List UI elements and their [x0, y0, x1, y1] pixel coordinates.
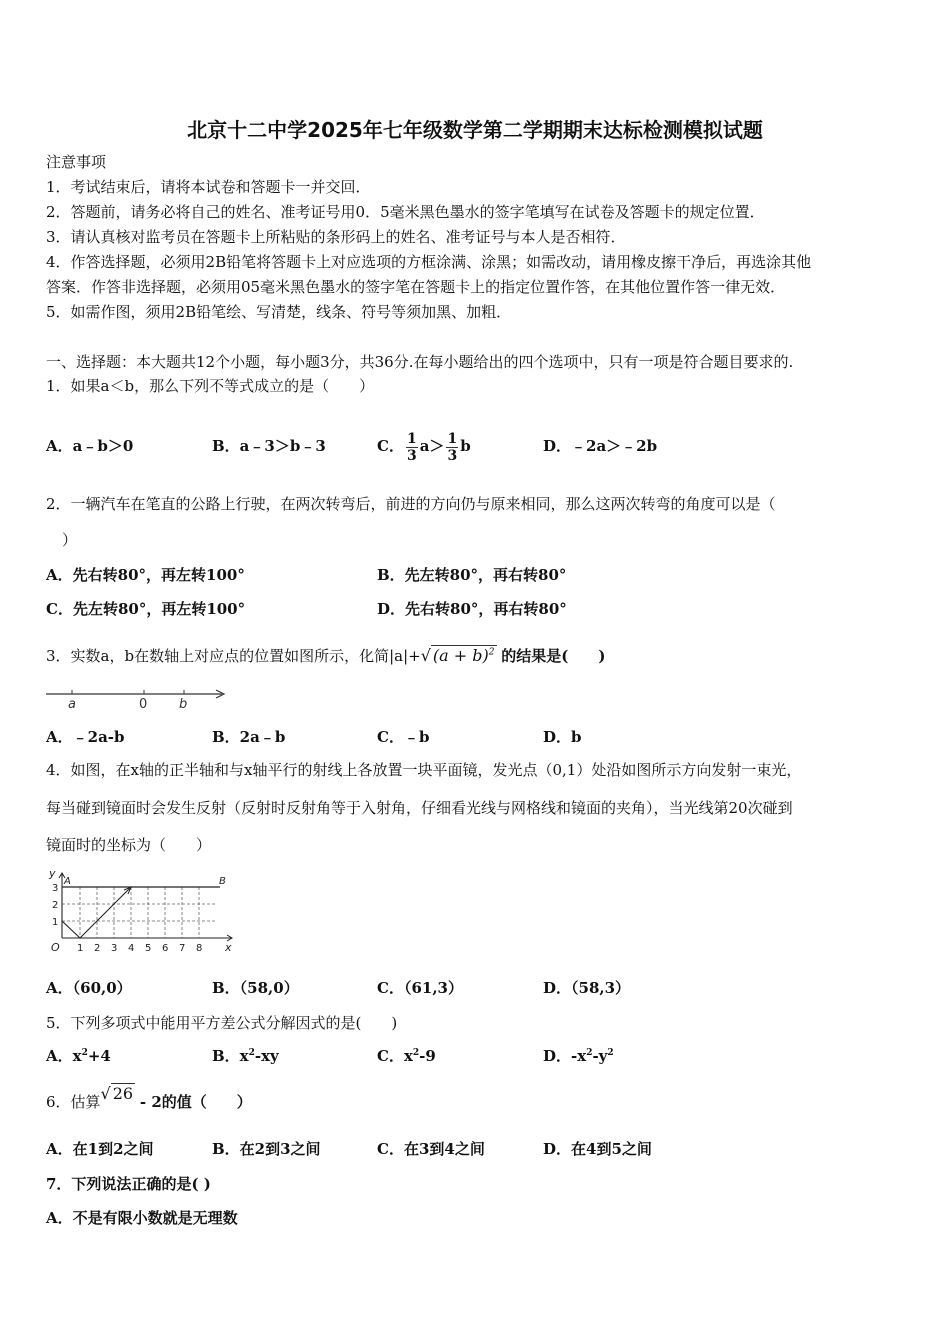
q6-stem-a: 6．估算 [46, 1093, 101, 1111]
q4-option-a: A．（60,0） [46, 979, 132, 997]
q5-a-text: A．x [46, 1047, 82, 1065]
q5-c-text: C．x [377, 1047, 413, 1065]
q5-c-text: -9 [419, 1047, 436, 1065]
fraction-numerator: 1 [447, 430, 458, 447]
radicand [431, 645, 497, 665]
q6-option-d: D．在4到5之间 [543, 1140, 652, 1158]
fig-xtick: 6 [162, 943, 169, 954]
q3-option-b: B．2a﹣b [212, 728, 286, 746]
light-path [62, 887, 131, 938]
radicand-text: (a + b) [432, 646, 489, 665]
notice-item: 5．如需作图，须用2B铅笔绘、写清楚，线条、符号等须加黑、加粗． [46, 303, 512, 321]
q4-option-b: B．（58,0） [212, 979, 299, 997]
q6-option-a: A．在1到2之间 [46, 1140, 154, 1158]
q3-option-c: C．﹣b [377, 728, 430, 746]
q3-stem-a: 3．实数a，b在数轴上对应点的位置如图所示，化简|a|+ [46, 647, 421, 665]
axis-label-a: a [68, 697, 76, 712]
fig-xtick: 2 [94, 943, 101, 954]
q1-c-a: a＞ [419, 437, 445, 455]
q4-option-c: C．（61,3） [377, 979, 463, 997]
number-line-figure [44, 683, 234, 713]
fig-xtick: 8 [196, 943, 203, 954]
fig-label-o: O [51, 941, 60, 954]
q5-option-b [212, 1046, 279, 1066]
fraction-one-third [406, 431, 418, 464]
q1-c-label: C． [377, 437, 404, 455]
q6-option-c: C．在3到4之间 [377, 1140, 485, 1158]
q5-option-d [543, 1046, 614, 1066]
exponent: 2 [607, 1048, 614, 1058]
q6-stem-b: - 2的值（ ） [139, 1093, 252, 1111]
fig-ytick: 3 [52, 883, 59, 894]
question-6-stem [46, 1084, 252, 1114]
question-5-stem: 5．下列多项式中能用平方差公式分解因式的是( ) [46, 1014, 398, 1032]
fig-ytick: 1 [52, 917, 59, 928]
question-7-stem: 7．下列说法正确的是( ) [46, 1175, 211, 1193]
q5-b-text: B．x [212, 1047, 249, 1065]
q4-option-d: D．（58,3） [543, 979, 631, 997]
question-4-line3: 镜面时的坐标为（ ） [46, 836, 212, 854]
fig-label-y: y [49, 867, 56, 880]
q3-stem-b: 的结果是( ) [501, 647, 606, 665]
exponent: 2 [81, 1048, 88, 1058]
grid-lines [62, 887, 216, 938]
q3-option-d: D．b [543, 728, 582, 746]
q1-c-b: b [460, 437, 471, 455]
q2-option-d: D．先右转80°，再右转80° [377, 600, 567, 618]
q1-option-d: D．﹣2a＞﹣2b [543, 437, 658, 455]
fraction-denominator: 3 [447, 447, 458, 464]
question-3-stem [46, 646, 605, 666]
fig-ytick: 2 [52, 900, 59, 911]
fig-xtick: 3 [111, 943, 118, 954]
q5-b-text: -xy [254, 1047, 279, 1065]
page-title: 北京十二中学2025年七年级数学第二学期期末达标检测模拟试题 [187, 118, 763, 142]
fraction-numerator: 1 [406, 430, 417, 447]
question-4-line1: 4．如图，在x轴的正半轴和与x轴平行的射线上各放置一块平面镜，发光点（0,1）处沿如图所示方向发射一束光， [46, 761, 802, 779]
fig-xtick: 7 [179, 943, 186, 954]
exponent: 2 [412, 1048, 420, 1058]
fig-label-x: x [225, 941, 232, 954]
q5-d-text: D．-x [543, 1047, 587, 1065]
q5-d-text: -y [592, 1047, 608, 1065]
exponent: 2 [488, 647, 495, 658]
exponent: 2 [248, 1048, 255, 1058]
mirror-grid-figure [44, 865, 239, 955]
sqrt-26: √ 26 [100, 1084, 134, 1103]
q7-option-a: A．不是有限小数就是无理数 [46, 1209, 238, 1227]
fig-xtick: 1 [77, 943, 84, 954]
question-4-line2: 每当碰到镜面时会发生反射（反射时反射角等于入射角，仔细看光线与网格线和镜面的夹角），当光线第20次碰到 [46, 799, 793, 817]
q2-option-c: C．先左转80°，再左转100° [46, 600, 246, 618]
q2-option-b: B．先左转80°，再右转80° [377, 566, 567, 584]
fig-xtick: 5 [145, 943, 152, 954]
fig-xtick: 4 [128, 943, 135, 954]
question-2-stem: 2．一辆汽车在笔直的公路上行驶，在两次转弯后，前进的方向仍与原来相同，那么这两次转弯的角度可以是（ [46, 495, 776, 513]
q1-option-b: B．a﹣3＞b﹣3 [212, 437, 326, 455]
q6-option-b: B．在2到3之间 [212, 1140, 321, 1158]
notice-item: 2．答题前，请务必将自己的姓名、准考证号用0．5毫米黑色墨水的签字笔填写在试卷及答题卡的规定位置． [46, 203, 765, 221]
fig-label-b: B [219, 876, 226, 887]
notice-item: 3．请认真核对监考员在答题卡上所粘贴的条形码上的姓名、准考证号与本人是否相符． [46, 228, 626, 246]
q5-option-c [377, 1046, 436, 1066]
notice-item: 4．作答选择题，必须用2B铅笔将答题卡上对应选项的方框涂满、涂黑；如需改动，请用橡皮擦干净后，再选涂其他 [46, 253, 812, 271]
q2-option-a: A．先右转80°，再左转100° [46, 566, 245, 584]
q5-option-a [46, 1046, 111, 1066]
notice-item: 答案．作答非选择题，必须用05毫米黑色墨水的签字笔在答题卡上的指定位置作答，在其他位置作答一律无效． [46, 278, 786, 296]
sqrt-expression: √ $(a + b)^2$ [420, 646, 495, 665]
fig-label-a: A [64, 876, 71, 887]
axis-label-b: b [179, 697, 188, 712]
notice-heading: 注意事项 [46, 153, 107, 171]
exponent: 2 [586, 1048, 593, 1058]
question-1-stem: 1．如果a＜b，那么下列不等式成立的是（ ） [46, 377, 375, 395]
notice-item: 1．考试结束后，请将本试卷和答题卡一并交回． [46, 178, 371, 196]
fraction-denominator: 3 [406, 447, 417, 464]
section-heading: 一、选择题：本大题共12个小题，每小题3分，共36分.在每小题给出的四个选项中，只有一项是符合题目要求的. [46, 353, 794, 371]
fraction-one-third [446, 431, 458, 464]
axis-label-0: 0 [139, 697, 148, 712]
question-2-stem-cont: ） [62, 531, 78, 549]
radicand-text: 26 [112, 1084, 134, 1103]
q3-option-a: A．﹣2a-b [46, 728, 125, 746]
q1-option-c [377, 420, 471, 472]
q1-option-a: A．a﹣b＞0 [46, 437, 134, 455]
q5-a-text: +4 [87, 1047, 111, 1065]
